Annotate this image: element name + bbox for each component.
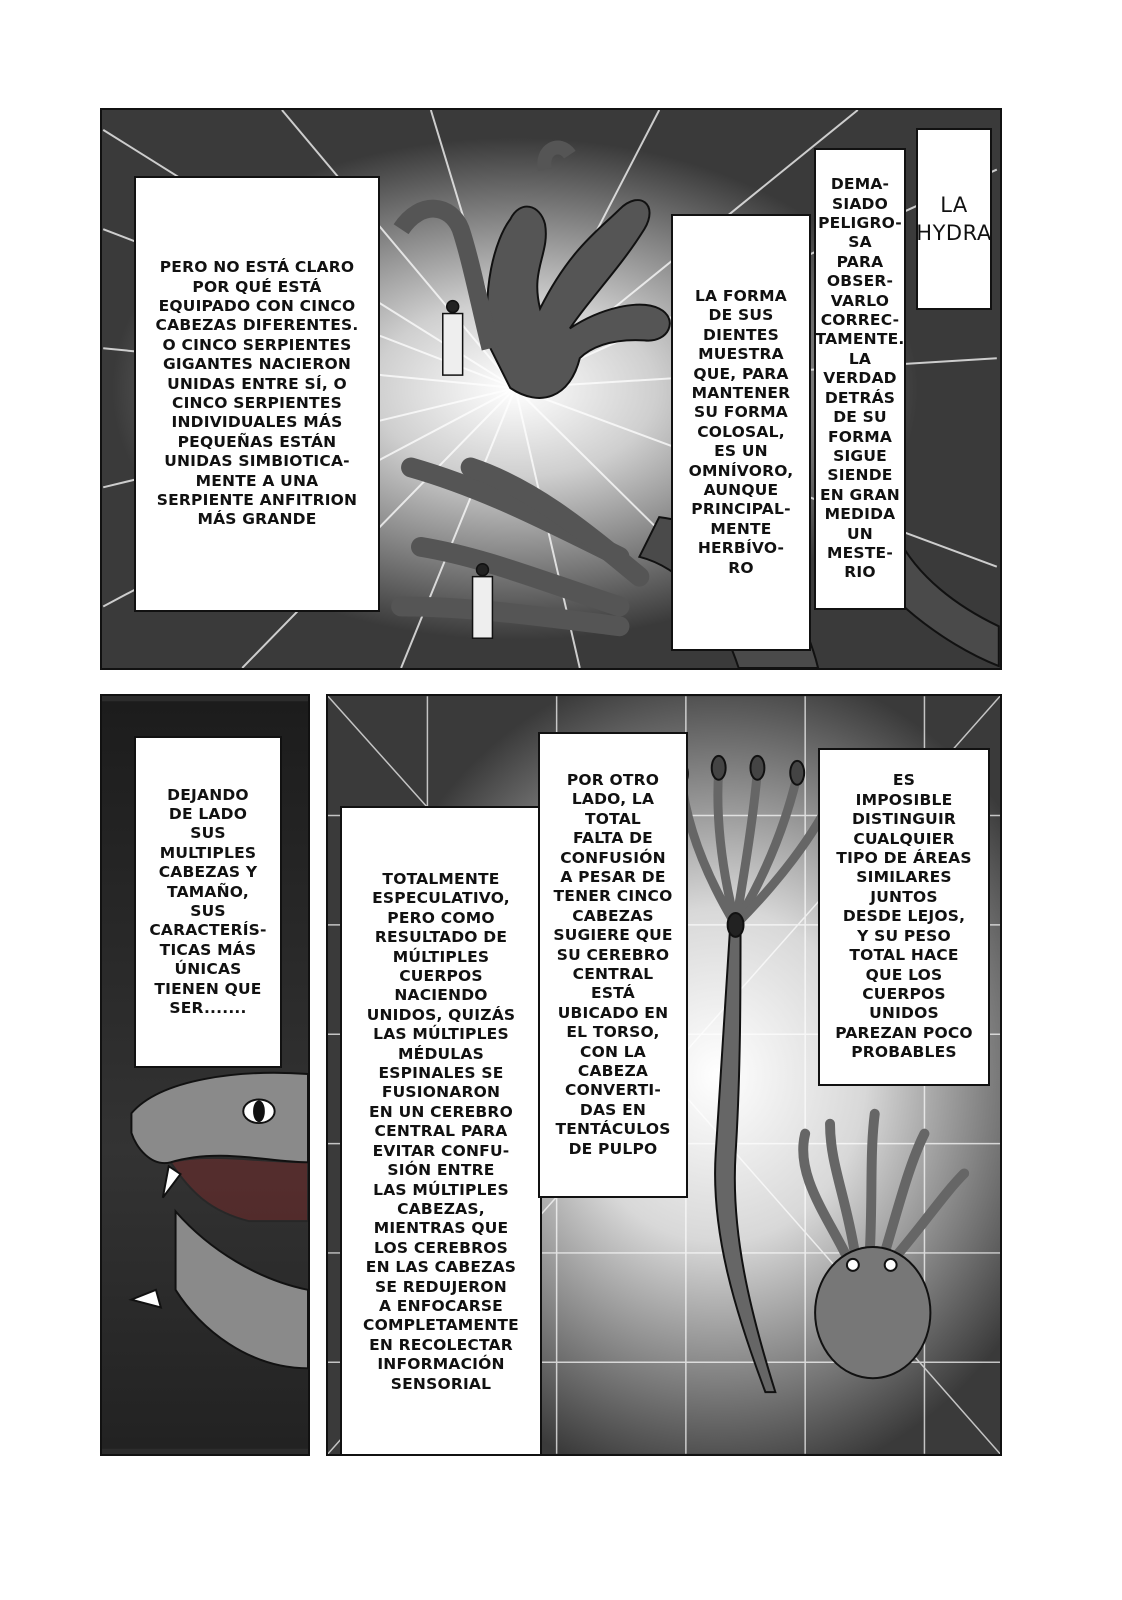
panel-snake-head [100,694,310,1456]
panel-anatomy [326,694,1002,1456]
caption-box-unique-traits [134,736,282,1068]
caption-text: TOTALMENTE ESPECULATIVO, PERO COMO RESULTADO DE MÚLTIPLES CUERPOS NACIENDO UNIDOS, QUIZÁS LAS MÚLTIPLES MÉDULAS ESPINALES SE FUSIONARON EN UN CEREBRO CENTRAL PARA EVITAR CONFU- SIÓN ENTRE LAS MÚLTIPLES CABEZAS, MIENTRAS QUE LOS CEREBROS EN LAS CABEZAS SE REDUJERON A ENFOCARSE COMPLETAMENTE EN RECOLECTAR INFORMACIÓN SENSORIAL [363,870,519,1393]
caption-box-central-brain [538,732,688,1198]
caption-text: POR OTRO LADO, LA TOTAL FALTA DE CONFUSIÓN A PESAR DE TENER CINCO CABEZAS SUGIERE QUE SU CEREBRO CENTRAL ESTÁ UBICADO EN EL TORSO, CON LA CABEZA CONVERTI- DAS EN TENTÁCULOS DE PULPO [553,770,673,1158]
creature-title: LA HYDRA [916,193,992,245]
caption-box-speculation [340,806,542,1456]
panel-hydra-overview [100,108,1002,670]
caption-text: DEJANDO DE LADO SUS MULTIPLES CABEZAS Y TAMAÑO, SUS CARACTERÍS- TICAS MÁS ÚNICAS TIENEN QUE SER....... [149,785,267,1018]
caption-text: PERO NO ESTÁ CLARO POR QUÉ ESTÁ EQUIPADO CON CINCO CABEZAS DIFERENTES. O CINCO SERPIENTES GIGANTES NACIERON UNIDAS ENTRE SÍ, O CINCO SERPIENTES INDIVIDUALES MÁS PEQUEÑAS ESTÁN UNIDAS SIMBIOTICA- MENTE A UNA SERPIENTE ANFITRION MÁS GRANDE [155,258,359,529]
caption-text: DEMA- SIADO PELIGRO- SA PARA OBSER- VARLO CORREC- TAMENTE. LA VERDAD DETRÁS DE SU FORMA SIGUE SIENDE EN GRAN MEDIDA UN MESTE- RIO [815,175,905,582]
caption-text: LA FORMA DE SUS DIENTES MUESTRA QUE, PARA MANTENER SU FORMA COLOSAL, ES UN OMNÍVORO, AUNQUE PRINCIPAL- MENTE HERBÍVO- RO [688,286,794,577]
caption-text: ES IMPOSIBLE DISTINGUIR CUALQUIER TIPO DE ÁREAS SIMILARES JUNTOS DESDE LEJOS, Y SU PESO TOTAL HACE QUE LOS CUERPOS UNIDOS PAREZAN POCO PROBABLES [835,771,973,1062]
caption-box-danger [814,148,906,610]
caption-box-weight [818,748,990,1086]
caption-box-teeth [671,214,811,651]
caption-box-origin [134,176,380,612]
caption-box-hydra-title [916,128,992,310]
